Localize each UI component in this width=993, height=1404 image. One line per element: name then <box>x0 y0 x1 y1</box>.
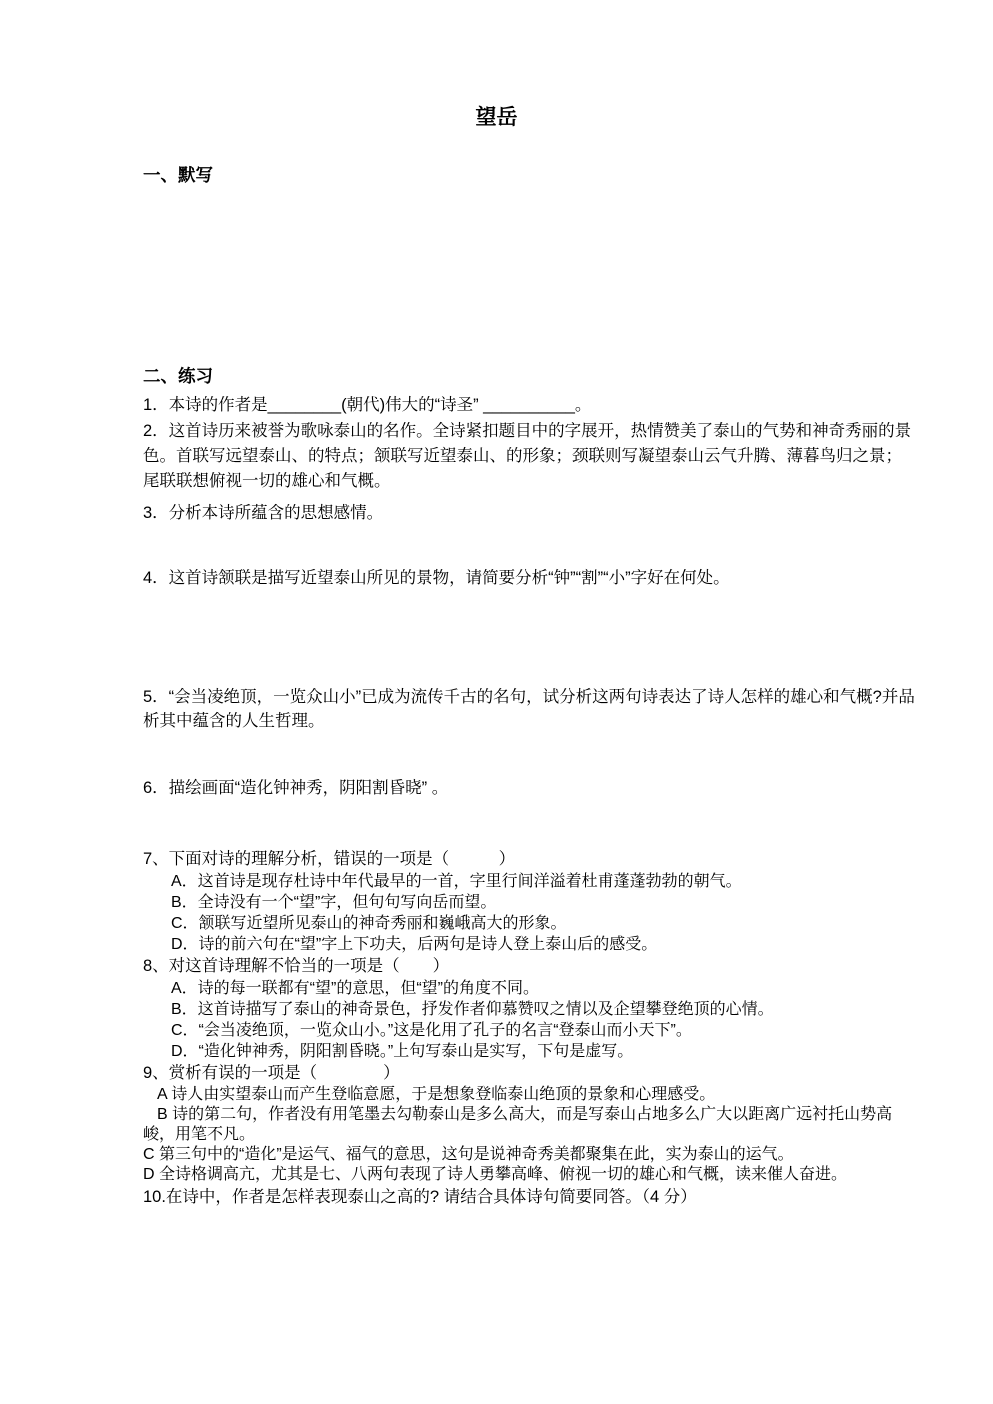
question-8-option-b: B．这首诗描写了泰山的神奇景色，抒发作者仰慕赞叹之情以及企望攀登绝顶的心情。 <box>171 1001 774 1018</box>
question-8-option-c: C．“会当凌绝顶，一览众山小。”这是化用了孔子的名言“登泰山而小天下”。 <box>171 1022 692 1039</box>
question-9 <box>143 1062 918 1185</box>
question-10: 10.在诗中，作者是怎样表现泰山之高的? 请结合具体诗句简要同答。（4 分） <box>143 1188 697 1206</box>
question-7-option-a: A．这首诗是现存杜诗中年代最早的一首，字里行间洋溢着杜甫蓬蓬勃勃的朝气。 <box>171 873 742 890</box>
question-9-option-c: C 第三句中的“造化”是运气、福气的意思，这句是说神奇秀美都聚集在此，实为泰山的运气。 <box>143 1146 794 1163</box>
question-9-stem: 9、赏析有误的一项是（ ） <box>143 1064 400 1082</box>
question-1: 1．本诗的作者是________(朝代)伟大的“诗圣” __________。 <box>143 396 592 414</box>
page-title: 望岳 <box>475 106 518 129</box>
question-3: 3．分析本诗所蕴含的思想感情。 <box>143 504 384 522</box>
question-8-option-a: A．诗的每一联都有“望”的意思，但“望”的角度不同。 <box>171 980 539 997</box>
question-7-option-c: C．颔联写近望所见泰山的神奇秀丽和巍峨高大的形象。 <box>171 915 567 932</box>
question-7-stem: 7、下面对诗的理解分析，错误的一项是（ ） <box>143 850 516 868</box>
section-heading-exercises: 二、练习 <box>143 366 213 386</box>
question-7-option-d: D．诗的前六句在“望”字上下功夫，后两句是诗人登上泰山后的感受。 <box>171 936 658 953</box>
question-5: 5．“会当凌绝顶，一览众山小”已成为流传千古的名句，试分析这两句诗表达了诗人怎样的雄心和气概?并品析其中蕴含的人生哲理。 <box>143 688 915 730</box>
question-8-option-d: D．“造化钟神秀，阴阳割昏晓。”上句写泰山是实写，下句是虚写。 <box>171 1043 634 1060</box>
section-heading-dictation: 一、默写 <box>143 165 213 185</box>
question-7 <box>143 848 918 955</box>
question-9-option-b: B 诗的第二句，作者没有用笔墨去勾勒泰山是多么高大，而是写泰山占地多么广大以距离广远衬托山势高峻，用笔不凡。 <box>143 1106 893 1143</box>
question-7-option-b: B．全诗没有一个“望”字，但句句写向岳而望。 <box>171 894 497 911</box>
question-9-option-a: A 诗人由实望泰山而产生登临意愿，于是想象登临泰山绝顶的景象和心理感受。 <box>157 1086 716 1103</box>
question-8-stem: 8、对这首诗理解不恰当的一项是（ ） <box>143 957 450 975</box>
question-8 <box>143 955 918 1062</box>
question-9-option-d: D 全诗格调高亢，尤其是七、八两句表现了诗人勇攀高峰、俯视一切的雄心和气概，读来催人奋进。 <box>143 1166 848 1183</box>
worksheet-content <box>0 163 993 1209</box>
question-4: 4．这首诗颔联是描写近望泰山所见的景物，请简要分析“钟”“割”“小”字好在何处。 <box>143 569 730 587</box>
question-6: 6．描绘画面“造化钟神秀，阴阳割昏晓” 。 <box>143 779 449 797</box>
question-2: 2．这首诗历来被誉为歌咏泰山的名作。全诗紧扣题目中的字展开，热情赞美了泰山的气势和神奇秀丽的景色。首联写远望泰山、的特点；颔联写近望泰山、的形象；颈联则写凝望泰山云气升腾、薄暮鸟归之景；尾联联想俯视一切的雄心和气概。 <box>143 422 912 490</box>
